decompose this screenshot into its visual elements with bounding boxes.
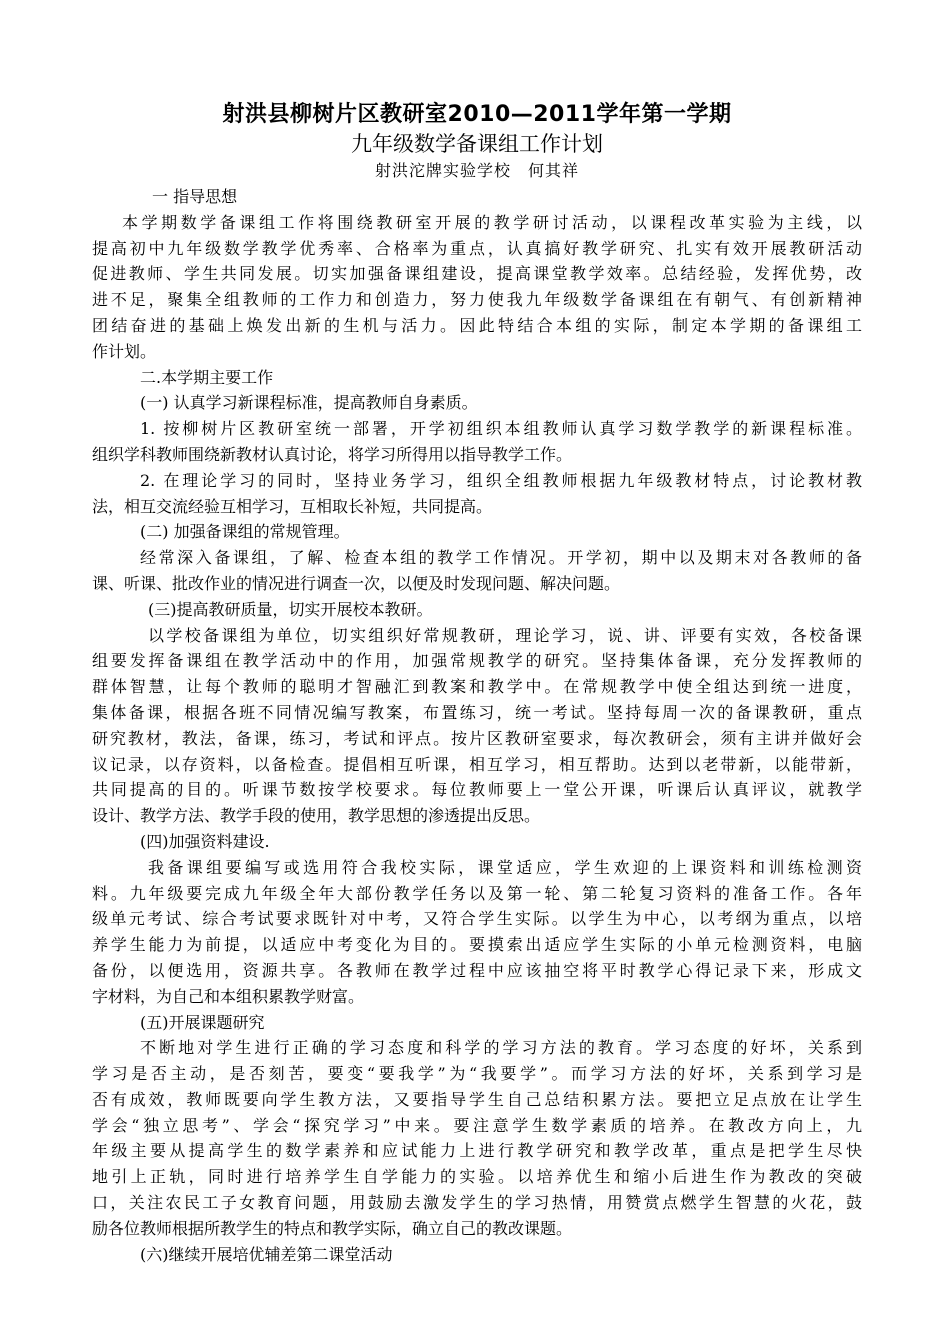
- body-line: (六)继续开展培优辅差第二课堂活动: [140, 1244, 393, 1264]
- body-line: 备份，以便选用，资源共享。各教师在教学过程中应该抽空将平时教学心得记录下来，形成文: [92, 960, 862, 980]
- body-line: 集体备课，根据各班不同情况编写教案，布置练习，统一考试。坚持每周一次的备课教研，重点: [92, 702, 862, 722]
- body-line: 设计、教学方法、教学手段的使用，教学思想的渗透提出反思。: [92, 806, 541, 826]
- body-line: 不断地对学生进行正确的学习态度和科学的学习方法的教育。学习态度的好坏，关系到: [140, 1038, 862, 1058]
- body-line: (五)开展课题研究: [140, 1012, 265, 1032]
- body-line: (四)加强资料建设.: [140, 831, 270, 851]
- body-line: 经常深入备课组，了解、检查本组的教学工作情况。开学初，期中以及期末对各教师的备: [140, 548, 862, 568]
- body-line: 养学生能力为前提，以适应中考变化为目的。要摸索出适应学生实际的小单元检测资料，电脑: [92, 935, 862, 955]
- document-author: 射洪沱牌实验学校 何其祥: [374, 161, 579, 180]
- body-line: 提高初中九年级数学教学优秀率、合格率为重点，认真搞好教学研究、扎实有效开展教研活动: [92, 238, 862, 258]
- body-line: 一 指导思想: [136, 187, 238, 206]
- body-line: 学会“独立思考”、学会“探究学习”中来。要注意学生数学素质的培养。在教改方向上，九: [92, 1115, 862, 1135]
- document-subtitle: 九年级数学备课组工作计划: [351, 132, 603, 156]
- body-line: 否有成效，教师既要向学生教方法，又要指导学生自己总结积累方法。要把立足点放在让学生: [92, 1089, 862, 1109]
- body-line: 年级主要从提高学生的数学素养和应试能力上进行教学研究和教学改革，重点是把学生尽快: [92, 1141, 862, 1161]
- body-line: 我备课组要编写或选用符合我校实际，课堂适应，学生欢迎的上课资料和训练检测资: [148, 857, 862, 877]
- body-line: 字材料，为自己和本组积累教学财富。: [92, 986, 365, 1006]
- body-line: 料。九年级要完成九年级全年大部份教学任务以及第一轮、第二轮复习资料的准备工作。各年: [92, 883, 862, 903]
- body-line: 组织学科教师围绕新教材认真讨论，将学习所得用以指导教学工作。: [92, 444, 573, 464]
- body-line: 组要发挥备课组在教学活动中的作用，加强常规教学的研究。坚持集体备课，充分发挥教师的: [92, 651, 862, 671]
- body-line: (二) 加强备课组的常规管理。: [140, 522, 350, 542]
- body-line: 团结奋进的基础上焕发出新的生机与活力。因此特结合本组的实际，制定本学期的备课组工: [92, 315, 862, 335]
- body-line: 1. 按柳树片区教研室统一部署，开学初组织本组教师认真学习数学教学的新课程标准。: [140, 419, 862, 439]
- body-line: 课、听课、批改作业的情况进行调查一次，以便及时发现问题、解决问题。: [92, 573, 621, 593]
- body-line: (三)提高教研质量，切实开展校本教研。: [148, 599, 433, 619]
- body-line: 议记录，以存资料，以备检查。提倡相互听课，相互学习，相互帮助。达到以老带新，以能带新，: [92, 754, 862, 774]
- body-line: 研究教材，教法，备课，练习，考试和评点。按片区教研室要求，每次教研会，须有主讲并做好会: [92, 728, 862, 748]
- document-body: [92, 184, 862, 1267]
- body-line: 群体智慧，让每个教师的聪明才智融汇到教案和教学中。在常规教学中使全组达到统一进度，: [92, 677, 862, 697]
- body-line: (一) 认真学习新课程标准，提高教师自身素质。: [140, 393, 478, 413]
- body-line: 本学期数学备课组工作将围绕教研室开展的教学研讨活动，以课程改革实验为主线，以: [122, 212, 862, 232]
- body-line: 二.本学期主要工作: [140, 367, 274, 387]
- body-line: 促进教师、学生共同发展。切实加强备课组建设，提高课堂教学效率。总结经验，发挥优势，改: [92, 264, 862, 284]
- body-line: 级单元考试、综合考试要求既针对中考，又符合学生实际。以学生为中心，以考纲为重点，以培: [92, 909, 862, 929]
- body-line: 学习是否主动，是否刻苦，要变“要我学”为“我要学”。而学习方法的好坏，关系到学习是: [92, 1064, 862, 1084]
- body-line: 以学校备课组为单位，切实组织好常规教研，理论学习，说、讲、评要有实效，各校备课: [148, 625, 862, 645]
- body-line: 作计划。: [92, 341, 157, 361]
- document-page: [92, 100, 862, 1267]
- body-line: 励各位教师根据所教学生的特点和教学实际，确立自己的教改课题。: [92, 1218, 573, 1238]
- body-line: 共同提高的目的。听课节数按学校要求。每位教师要上一堂公开课，听课后认真评议，就教学: [92, 780, 862, 800]
- body-line: 2. 在理论学习的同时，坚持业务学习，组织全组教师根据九年级教材特点，讨论教材教: [140, 470, 862, 490]
- body-line: 法，相互交流经验互相学习，互相取长补短，共同提高。: [92, 496, 493, 516]
- body-line: 口，关注农民工子女教育问题，用鼓励去激发学生的学习热情，用赞赏点燃学生智慧的火花，鼓: [92, 1193, 862, 1213]
- document-title: 射洪县柳树片区教研室2010—2011学年第一学期: [222, 102, 732, 127]
- body-line: 地引上正轨，同时进行培养学生自学能力的实验。以培养优生和缩小后进生作为教改的突破: [92, 1167, 862, 1187]
- body-line: 进不足，聚集全组教师的工作力和创造力，努力使我九年级数学备课组在有朝气、有创新精神: [92, 290, 862, 310]
